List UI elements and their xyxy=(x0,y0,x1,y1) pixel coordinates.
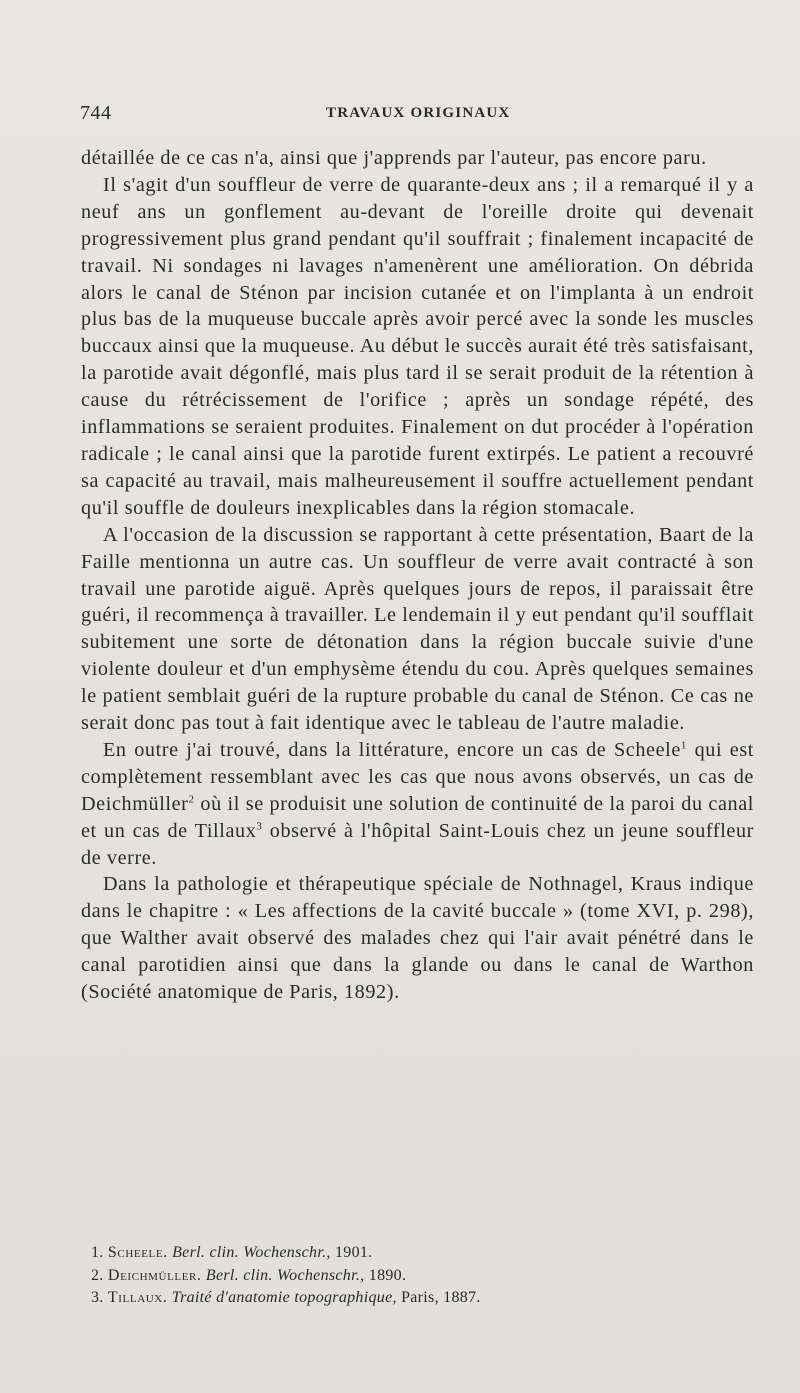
paragraph-5: Dans la pathologie et thérapeutique spéciale de Nothnagel, Kraus indique dans le chapitre : « Les affections de la cavité buccale » (tome XVI, p. 298), que Walther avait observé des malades chez qui l'air avait pénétré dans le canal parotidien ainsi que dans la glande ou dans le canal de Warthon (Société anatomique de Paris, 1892). xyxy=(81,873,754,1004)
footnote-title: Berl. clin. Wochenschr., xyxy=(172,1244,331,1261)
paragraph-4-text-a: En outre j'ai trouvé, dans la littérature, encore un cas de Scheele xyxy=(103,738,681,761)
paragraph-4 xyxy=(81,737,754,872)
footnote-2 xyxy=(91,1265,751,1288)
footnote-3 xyxy=(91,1287,751,1310)
page-number: 744 xyxy=(80,102,112,124)
footnote-number: 1. xyxy=(91,1244,104,1261)
footnote-title: Berl. clin. Wochenschr., xyxy=(205,1266,365,1284)
body-text xyxy=(81,145,754,1006)
paragraph-1: détaillée de ce cas n'a, ainsi que j'apprends par l'auteur, pas encore paru. xyxy=(81,147,707,169)
footnote-author: Tillaux. xyxy=(107,1289,168,1306)
footnote-ref-1: 1 xyxy=(680,739,688,752)
footnote-ref-2: 2 xyxy=(188,793,195,806)
running-head: TRAVAUX ORIGINAUX xyxy=(326,105,511,121)
footnote-ref-3: 3 xyxy=(256,819,263,832)
footnote-1 xyxy=(91,1242,751,1265)
footnote-number: 3. xyxy=(91,1289,104,1306)
paragraph-4-text-c: où il se produisit une solution de continuité de la paroi du canal et un cas de Tillaux xyxy=(81,792,754,842)
footnote-rest: 1890. xyxy=(364,1266,407,1284)
footnote-title: Traité d'anatomie topographique, xyxy=(171,1289,397,1306)
footnote-rest: 1901. xyxy=(330,1244,373,1261)
paragraph-4-text-d: observé à l'hôpital Saint-Louis chez un jeune souffleur de verre. xyxy=(81,819,754,869)
footnote-author: Deichmüller. xyxy=(107,1266,202,1284)
paragraph-3: A l'occasion de la discussion se rapportant à cette présentation, Baart de la Faille mentionna un autre cas. Un souffleur de verre avait contracté à son travail une parotide aiguë. Après quelques jours de repos, il paraissait être guéri, il recommença à travailler. Le lendemain il y eut pendant qu'il soufflait subitement une sorte de détonation dans la région buccale suivie d'une violente douleur et d'un emphysème étendu du cou. Après quelques semaines le patient semblait guéri de la rupture probable du canal de Sténon. Ce cas ne serait donc pas tout à fait identique avec le tableau de l'autre maladie. xyxy=(81,523,754,735)
page-header xyxy=(80,102,760,130)
footnote-number: 2. xyxy=(91,1266,104,1284)
footnote-rest: Paris, 1887. xyxy=(396,1289,481,1306)
paragraph-2: Il s'agit d'un souffleur de verre de quarante-deux ans ; il a remarqué il y a neuf ans un gonflement au-devant de l'oreille droite qui devenait progressivement plus grand pendant qu'il souffrait ; finalement incapacité de travail. Ni sondages ni lavages n'amenèrent une amélioration. On débrida alors le canal de Sténon par incision cutanée et on l'implanta à un endroit plus bas de la muqueuse buccale après avoir percé avec la sonde les muscles buccaux ainsi que la muqueuse. Au début le succès aurait été très satisfaisant, la parotide avait dégonflé, mais plus tard il se serait produit de la rétention à cause du rétrécissement de l'orifice ; après un sondage répété, des inflammations se seraient produites. Finalement on dut procéder à l'opération radicale ; le canal ainsi que la parotide furent extirpés. Le patient a recouvré sa capacité au travail, mais malheureusement il souffre actuellement pendant qu'il souffle de douleurs inexplicables dans la région stomacale. xyxy=(81,173,755,519)
footnote-author: Scheele. xyxy=(107,1244,168,1261)
footnotes xyxy=(91,1242,751,1310)
paragraph-4-text-b: qui est complètement ressemblant avec les cas que nous avons observés, un cas de Deichmüller xyxy=(81,738,754,815)
